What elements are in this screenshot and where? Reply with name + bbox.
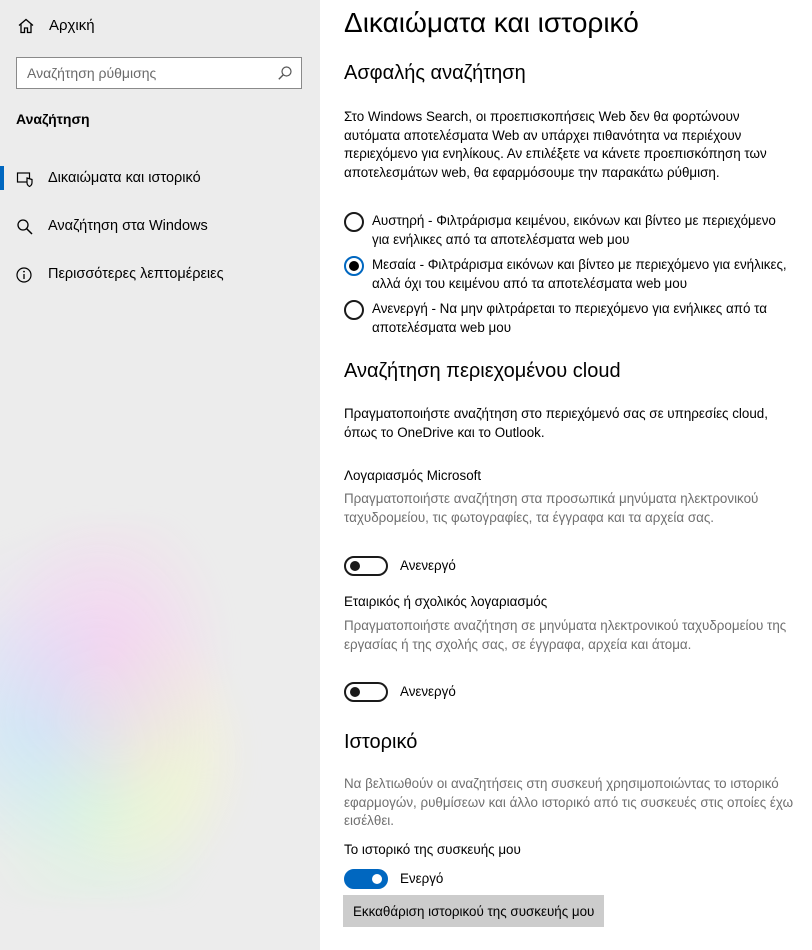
- sidebar-section-title: Αναζήτηση: [16, 111, 90, 127]
- history-description: Να βελτιωθούν οι αναζητήσεις στη συσκευή χρησιμοποιώντας το ιστορικό εφαρμογών, ρυθμίσεων και άλλο ιστορικό από τις συσκευές στις οποίες έχω εισέλθει.: [344, 776, 794, 828]
- safe-search-option-moderate[interactable]: [344, 255, 796, 295]
- home-label: Αρχική: [49, 17, 95, 34]
- info-icon: [16, 266, 34, 284]
- search-icon: [16, 218, 34, 236]
- safe-search-description: Στο Windows Search, οι προεπισκοπήσεις Web δεν θα φορτώνουν αυτόματα αποτελέσματα Web αν υπάρχει πιθανότητα να περιέχουν περιεχόμενο για ενηλίκους. Αν επιλέξετε να κάνετε προεπισκόπηση των αποτελεσμάτων web, θα εφαρμόσουμε την παρακάτω ρύθμιση.: [344, 109, 767, 180]
- sidebar-item-label: Αναζήτηση στα Windows: [48, 218, 208, 234]
- microsoft-account-description: Πραγματοποιήστε αναζήτηση στα προσωπικά μηνύματα ηλεκτρονικού ταχυδρομείου, τις φωτογραφίες, τα έγγραφα και τα αρχεία σας.: [344, 491, 759, 525]
- radio-button-selected[interactable]: [344, 256, 364, 276]
- sidebar-background-glow: [0, 520, 300, 900]
- radio-button[interactable]: [344, 300, 364, 320]
- safe-search-heading: Ασφαλής αναζήτηση: [344, 62, 526, 84]
- radio-label: Μεσαία - Φιλτράρισμα εικόνων και βίντεο με περιεχόμενο για ενήλικες, αλλά όχι του κειμένου από τα αποτελέσματα web μου: [372, 257, 787, 291]
- device-history-toggle[interactable]: [344, 869, 388, 889]
- permissions-icon: [16, 170, 34, 188]
- search-icon[interactable]: [277, 65, 293, 81]
- sidebar-item-permissions-history[interactable]: [0, 160, 320, 200]
- sidebar-item-label: Περισσότερες λεπτομέρειες: [48, 266, 224, 282]
- toggle-knob: [372, 874, 382, 884]
- work-account-toggle-row: [344, 682, 544, 704]
- home-icon: [17, 17, 35, 35]
- microsoft-account-toggle[interactable]: [344, 556, 388, 576]
- history-heading: Ιστορικό: [344, 731, 418, 753]
- radio-label: Αυστηρή - Φιλτράρισμα κειμένου, εικόνων και βίντεο με περιεχόμενο για ενήλικες από τα αποτελέσματα web μου: [372, 213, 776, 247]
- microsoft-account-toggle-row: [344, 556, 544, 578]
- toggle-knob: [350, 687, 360, 697]
- sidebar-home-link[interactable]: [0, 8, 320, 44]
- device-history-label: Το ιστορικό της συσκευής μου: [344, 842, 521, 857]
- device-history-toggle-row: [344, 869, 544, 891]
- cloud-search-heading: Αναζήτηση περιεχομένου cloud: [344, 360, 621, 382]
- sidebar: [0, 0, 320, 950]
- selected-indicator: [0, 166, 4, 190]
- radio-label: Ανενεργή - Να μην φιλτράρεται το περιεχόμενο για ενήλικες από τα αποτελέσματα web μου: [372, 301, 767, 335]
- work-account-label: Εταιρικός ή σχολικός λογαριασμός: [344, 594, 548, 609]
- safe-search-option-strict[interactable]: [344, 211, 796, 251]
- page-title: Δικαιώματα και ιστορικό: [344, 7, 639, 38]
- work-account-description: Πραγματοποιήστε αναζήτηση σε μηνύματα ηλεκτρονικού ταχυδρομείου της εργασίας ή της σχολής σας, σε έγγραφα, αρχεία και άτομα.: [344, 618, 787, 652]
- sidebar-item-label: Δικαιώματα και ιστορικό: [48, 170, 201, 186]
- microsoft-account-label: Λογαριασμός Microsoft: [344, 468, 482, 483]
- safe-search-option-off[interactable]: [344, 299, 796, 339]
- toggle-knob: [350, 561, 360, 571]
- work-account-toggle[interactable]: [344, 682, 388, 702]
- radio-button[interactable]: [344, 212, 364, 232]
- settings-search-box[interactable]: [16, 57, 302, 89]
- toggle-state-label: Ανενεργό: [400, 684, 456, 699]
- sidebar-item-more-details[interactable]: [0, 256, 320, 296]
- toggle-state-label: Ενεργό: [400, 871, 444, 886]
- clear-device-history-button[interactable]: Εκκαθάριση ιστορικού της συσκευής μου: [343, 895, 604, 927]
- cloud-search-description: Πραγματοποιήστε αναζήτηση στο περιεχόμενό σας σε υπηρεσίες cloud, όπως το OneDrive και το Outlook.: [344, 406, 768, 440]
- main-content: [320, 0, 812, 950]
- sidebar-item-search-windows[interactable]: [0, 208, 320, 248]
- toggle-state-label: Ανενεργό: [400, 558, 456, 573]
- settings-search-input[interactable]: [27, 63, 267, 83]
